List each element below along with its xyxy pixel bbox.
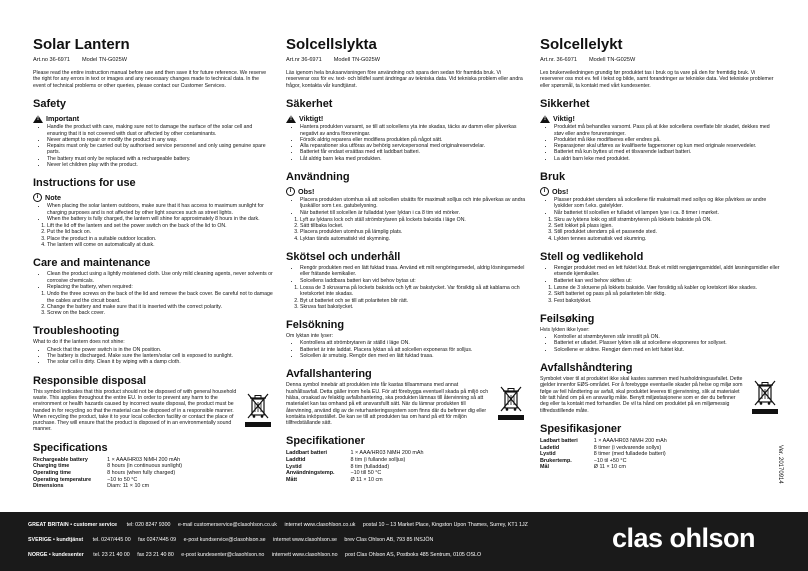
note-item-list	[33, 203, 273, 222]
version-label: Ver. 20170914	[777, 445, 783, 484]
spec-row	[286, 477, 440, 484]
spec-key: Laddbart batteri	[286, 450, 328, 457]
note-label: Obs!	[552, 187, 569, 196]
safety-item: • Batteriet får endast ersättas med ett laddbart batteri.	[300, 149, 526, 155]
spec-key: Lystid	[286, 463, 302, 470]
footer-label: • kundesenter	[48, 552, 84, 558]
spec-row	[286, 470, 440, 477]
usage-step: 1. Lyft av lyktans lock och ställ strömbrytaren på lockets baksida i läge ON.	[300, 217, 526, 223]
safety-item-list	[286, 124, 526, 162]
troubleshooting-item: • Solcellene er skitne. Rengjør dem med en lett fuktet klut.	[554, 347, 780, 353]
spec-key: Operating time	[33, 469, 72, 476]
safety-item: • Handle the product with care, making sure not to damage the surface of the solar cell and ensuring that it is not covered with dust or affected by other contaminants.	[47, 124, 273, 137]
usage-step: 4. Lyktan tänds automatiskt vid skymning.	[300, 236, 526, 242]
disposal-block	[33, 389, 273, 433]
usage-step: 1. Lift the lid off the lantern and set the power switch on the back of the lid to ON.	[47, 223, 273, 229]
usage-step: 4. Lykten tennes automatisk ved skumring.	[554, 236, 780, 242]
care-step: 2. Change the battery and make sure that it is inserted with the correct polarity.	[47, 304, 273, 310]
troubleshooting-item: • The battery is discharged. Make sure the lantern/solar cell is exposed to sunlight.	[47, 353, 273, 359]
spec-key: Användningstemp.	[286, 470, 335, 477]
section-heading-safety: Säkerhet	[286, 98, 333, 111]
care-step: 1. Løsne de 3 skruene på lokkets bakside. Vær forsiktig så kabler og kretskort ikke skades.	[554, 285, 780, 291]
spec-row	[33, 477, 198, 484]
spec-key: Ladetid	[540, 444, 560, 451]
spec-value: 8 timer (med fulladede batteri)	[593, 451, 666, 458]
troubleshooting-item: • Kontrollera att strömbrytaren är ställd i läge ON.	[300, 340, 526, 346]
footer-post: post Clas Ohlson AS, Postboks 485 Sentrum, 0105 OSLO	[345, 552, 482, 558]
care-item-list	[540, 265, 780, 284]
footer-tel: tel. 23 21 40 00	[93, 552, 130, 558]
specifications-table	[33, 457, 198, 490]
section-heading-instructions: Instructions for use	[33, 177, 136, 190]
troubleshooting-item: • The solar cell is dirty. Clean it by wiping with a damp cloth.	[47, 359, 273, 365]
crossed-bin-icon	[246, 393, 270, 419]
section-heading-troubleshooting: Felsökning	[286, 319, 345, 332]
troubleshooting-item-list	[33, 347, 273, 366]
usage-step: 2. Sett lokket på plass igjen.	[554, 223, 780, 229]
section-heading-instructions: Användning	[286, 171, 350, 183]
usage-step: 3. Still produktet utendørs på et passende sted.	[554, 229, 780, 235]
safety-item-list	[33, 124, 273, 168]
info-icon: i	[33, 193, 42, 202]
spec-row	[540, 445, 683, 452]
important-heading	[33, 114, 273, 123]
note-heading	[286, 187, 526, 196]
spec-row	[540, 464, 683, 471]
footer-post: brev Clas Ohlson AB, 793 85 INSJÖN	[344, 537, 434, 543]
spec-key: Dimensions	[33, 483, 64, 490]
page-title: Solar Lantern	[33, 36, 130, 53]
care-step: 3. Fest bakstykket.	[554, 298, 780, 304]
intro-text: Les brukerveiledningen grundig før produktet tas i bruk og ta vare på den for fremtidig bruk. Vi reserverer oss mot ev. feil i tekst og bilde, samt forandringer av tekniske data. Ved tekniske problemer eller spørsmål, ta kontakt med vårt kundesenter.	[540, 70, 774, 89]
note-item: • When placing the solar lantern outdoors, make sure that it has access to maximum sunlight for charging purposes and is not affected by other light sources such as street lights.	[47, 203, 273, 216]
usage-step: 3. Placera produkten utomhus på lämplig plats.	[300, 229, 526, 235]
section-heading-specifications: Spesifikasjoner	[540, 423, 622, 436]
troubleshooting-intro: Om lyktan inte lyser:	[286, 333, 333, 340]
warning-icon	[286, 115, 296, 123]
spec-value: Diam: 11 × 10 cm	[107, 483, 150, 490]
care-item: • Batteriet kan ved behov skiftes ut:	[554, 278, 780, 284]
care-step: 3. Screw on the back cover.	[47, 310, 273, 316]
section-heading-specifications: Specifications	[33, 441, 108, 454]
weee-symbol	[750, 376, 780, 414]
care-item: • Clean the product using a lightly moistened cloth. Use only mild cleaning agents, never solvents or corrosive chemicals.	[47, 271, 273, 284]
section-heading-disposal: Avfallshantering	[286, 368, 372, 381]
section-heading-troubleshooting: Feilsøking	[540, 312, 595, 325]
care-step-list	[540, 285, 780, 304]
warning-icon	[540, 115, 550, 123]
spec-value: Ø 11 × 10 cm	[350, 476, 383, 483]
footer-country: SVERIGE	[28, 537, 52, 543]
section-heading-safety: Sikkerhet	[540, 98, 590, 111]
troubleshooting-item: • Solcellen är smutsig. Rengör den med en lätt fuktad trasa.	[300, 353, 526, 359]
care-item: • Rengjør produktet med en lett fuktet klut. Bruk et mildt rengjøringsmiddel, aldri løsningsmidler eller etsende kjemikalier.	[554, 265, 780, 278]
footer	[0, 512, 808, 571]
spec-row	[33, 470, 198, 477]
troubleshooting-item: • Batteriet er utladet. Plasser lykten slik at solcellene eksponeres for sollyset.	[554, 340, 780, 346]
page-title: Solcellelykt	[540, 36, 623, 53]
safety-item: • Never let children play with the product.	[47, 162, 273, 168]
care-step: 3. Skruva fast bakstycket.	[300, 304, 526, 310]
note-item: • Placera produkten utomhus så att solcellen utsätts för maximalt solljus och inte påverkas av andra ljuskällor som t.ex. gatubelysning.	[300, 197, 526, 210]
spec-key: Mål	[540, 464, 549, 471]
spec-row	[33, 483, 198, 490]
spec-key: Lystid	[540, 451, 556, 458]
note-label: Obs!	[298, 187, 315, 196]
important-heading	[286, 114, 526, 123]
spec-key: Rechargeable battery	[33, 456, 88, 463]
note-item: • When the battery is fully charged, the lantern will shine for approximately 8 hours in the dark.	[47, 216, 273, 222]
footer-country: NORGE	[28, 552, 48, 558]
disposal-text: Symbolet viser til at produktet ikke skal kastes sammen med husholdningsavfallet. Dette gjelder innenfor EØS-området. For å forebygge eventuelle skader på helse og miljø som følge av feil håndtering av avfall, skal produktet leveres til gjenvinning, slik at materialet blir tatt hånd om på en ansvarlig måte. Benytt miljøstasjonene som er der du befinner deg eller ta kontakt med forhandler. De vil ta hånd om produktet på en miljømessig tilfredsstillende måte.	[540, 376, 743, 414]
care-step: 1. Undo the three screws on the back of the lid and remove the back cover. Be careful not to damage the cables and the circuit board.	[47, 291, 273, 304]
safety-item: • Hantera produkten varsamt, se till att solcellens yta inte skadas, täcks av damm eller påverkas negativt av andra föroreningar.	[300, 124, 526, 137]
safety-item: • Låt aldrig barn leka med produkten.	[300, 156, 526, 162]
safety-item: • Produktet må ikke modifiseres eller endres på.	[554, 137, 780, 143]
usage-step: 3. Place the product in a suitable outdoor location.	[47, 236, 273, 242]
spec-key: Charging time	[33, 463, 70, 470]
section-heading-instructions: Bruk	[540, 171, 566, 183]
troubleshooting-item-list	[286, 340, 526, 359]
weee-bar	[752, 409, 778, 414]
usage-step: 2. Put the lid back on.	[47, 229, 273, 235]
spec-row	[286, 464, 440, 471]
safety-item: • Never attempt to repair or modify the product in any way.	[47, 137, 273, 143]
spec-value: Ø 11 × 10 cm	[593, 464, 626, 471]
safety-item: • Batteriet må kun byttes ut med et tilsvarende ladbart batteri.	[554, 149, 780, 155]
spec-value: 8 hours (when fully charged)	[107, 469, 176, 476]
warning-icon	[33, 115, 43, 123]
footer-web[interactable]: internett www.clasohlson.no	[271, 552, 338, 558]
care-step: 1. Lossa de 3 skruvarna på lockets baksida och lyft av bakstycket. Var försiktig så att kablarna och kretskortet inte skadas.	[300, 285, 526, 298]
model-number: Model TN-G025W	[82, 57, 127, 63]
safety-item: • Produktet må behandles varsomt. Pass på at ikke solcellens overflate blir skadet, dekkes med støv eller andre forurensninger.	[554, 124, 780, 137]
specifications-table	[286, 450, 440, 483]
page-title: Solcellslykta	[286, 36, 377, 53]
safety-item-list	[540, 124, 780, 162]
disposal-block	[286, 382, 526, 426]
care-item-list	[33, 271, 273, 290]
footer-row-se	[28, 537, 439, 544]
safety-item: • Reparasjoner skal utføres av kvalifiserte fagpersoner og kun med originale reservedeler.	[554, 143, 780, 149]
spec-key: Ladbart batteri	[540, 438, 578, 445]
troubleshooting-item: • Check that the power switch is in the ON position.	[47, 347, 273, 353]
safety-item: • Försök aldrig reparera eller modifiera produkten på något sätt.	[300, 137, 526, 143]
note-heading	[33, 193, 273, 202]
spec-value: 8 hours (in continuous sunlight)	[107, 463, 183, 470]
spec-row	[540, 438, 683, 445]
troubleshooting-item-list	[540, 334, 780, 353]
section-heading-care: Care and maintenance	[33, 257, 151, 270]
section-heading-disposal: Avfallshåndtering	[540, 362, 633, 375]
usage-step: 2. Sätt tillbaka locket.	[300, 223, 526, 229]
disposal-text: This symbol indicates that this product should not be disposed of with general household waste. This applies throughout the entire EU. In order to prevent any harm to the environment or health hazards caused by incorrect waste disposal, the product must be handed in for recycling so that the material can be disposed of in a responsible manner. When recycling the product, take it to your local collection facility or contact the place of purchase. They will ensure that the product is disposed of in an environmentally sound manner.	[33, 388, 237, 433]
usage-step: 1. Skru av lyktens lokk og still strømbryteren på lokkets bakside på ON.	[554, 217, 780, 223]
article-info	[286, 57, 526, 64]
section-heading-safety: Safety	[33, 98, 67, 111]
spec-value: 1 × AAA/HR03 NiMH 200 mAh	[593, 438, 667, 445]
footer-country: GREAT BRITAIN	[28, 522, 69, 528]
specifications-table	[540, 438, 683, 471]
crossed-bin-icon	[499, 386, 523, 412]
info-icon: i	[286, 187, 295, 196]
important-label: Important	[46, 114, 80, 124]
spec-key: Operating temperature	[33, 476, 92, 483]
footer-email[interactable]: e-post kundservice@clasohlson.se	[183, 537, 266, 543]
spec-row	[286, 457, 440, 464]
note-item: • Plasser produktet utendørs så solcellene får maksimalt med sollys og ikke påvirkes av andre lyskilder som f.eks. gatelykter.	[554, 197, 780, 210]
intro-text: Please read the entire instruction manual before use and then save it for future reference. We reserve the right for any errors in text or images and any necessary changes made to technical data. In the event of technical problems or other queries, please contact our Customer Services.	[33, 70, 267, 89]
brand-logo: clas ohlson	[612, 523, 756, 553]
footer-row-no	[28, 552, 487, 559]
footer-label: • customer service	[70, 522, 118, 528]
usage-step-list	[286, 217, 526, 242]
usage-step: 4. The lantern will come on automatically at dusk.	[47, 242, 273, 248]
weee-bar	[498, 415, 524, 420]
care-step-list	[33, 291, 273, 316]
section-heading-disposal: Responsible disposal	[33, 374, 147, 387]
spec-value: 8 tim (fulladdad)	[350, 463, 390, 470]
troubleshooting-item: • Kontroller at strømbryteren står innstilt på ON.	[554, 334, 780, 340]
footer-tel: tel. 0247/445 00	[92, 537, 131, 543]
troubleshooting-intro: What to do if the lantern does not shine:	[33, 339, 125, 346]
note-item-list	[286, 197, 526, 216]
footer-fax: fax 0247/445 09	[138, 537, 177, 543]
note-item: • När batteriet till solcellen är fulladdat lyser lyktan i ca 8 tim vid mörker.	[300, 210, 526, 216]
spec-key: Laddtid	[286, 457, 306, 464]
intro-text: Läs igenom hela bruksanvisningen före användning och spara den sedan för framtida bruk. Vi reserverar oss för ev. text- och bildfel samt ändringar av tekniska data. Vid tekniska problem eller andra frågor, kontakta vår kundtjänst.	[286, 70, 523, 89]
footer-post: postal 10 – 13 Market Place, Kingston Upon Thames, Surrey, KT1 1JZ	[362, 522, 528, 528]
article-number: Art.nr 36-6971	[286, 57, 322, 63]
info-icon: i	[540, 187, 549, 196]
care-item: • Rengör produkten med en lätt fuktad trasa. Använd ett milt rengöringsmedel, aldrig lösningsmedel eller frätande kemikalier.	[300, 265, 526, 278]
spec-row	[540, 451, 683, 458]
footer-email[interactable]: e-post kundesenter@clasohlson.no	[181, 552, 265, 558]
model-number: Modell TN-G025W	[589, 57, 636, 63]
safety-item: • The battery must only be replaced with a rechargeable battery.	[47, 156, 273, 162]
note-item-list	[540, 197, 780, 216]
section-heading-care: Skötsel och underhåll	[286, 251, 401, 264]
weee-symbol	[243, 389, 273, 433]
spec-value: −10 til +50 °C	[593, 457, 627, 464]
model-number: Modell TN-G025W	[333, 57, 380, 63]
important-heading	[540, 114, 780, 123]
important-label: Viktigt!	[299, 114, 324, 124]
spec-row	[33, 457, 198, 464]
spec-row	[33, 463, 198, 470]
footer-tel: tel: 020 8247 9300	[126, 522, 171, 528]
usage-step-list	[540, 217, 780, 242]
spec-value: 1 × AAA/HR03 NiMH 200 mAh	[107, 456, 181, 463]
spec-value: 1 × AAA/HR03 NiMH 200 mAh	[350, 450, 424, 457]
disposal-text: Denna symbol innebär att produkten inte får kastas tillsammans med annat hushållsavfall. Detta gäller inom hela EU. För att förebygga eventuell skada på miljö och hälsa, orsakad av felaktig avfallshantering, ska produkten lämnas till återvinning så att materialet kan tas omhand på ett ansvarsfullt sätt. När du lämnar produkten till återvinning, använd dig av de returhanteringssystem som finns där du befinner dig eller kontakta inköpsstället. De kan se till att produkten tas om hand på ett för miljön tillfredställande sätt.	[286, 382, 489, 427]
article-number: Art.no 36-6971	[33, 57, 71, 63]
care-item: • Solcellens laddbara batteri kan vid behov bytas ut:	[300, 278, 526, 284]
note-label: Note	[45, 193, 61, 203]
footer-email[interactable]: e-mail customerservice@clasohlson.co.uk	[177, 522, 277, 528]
section-heading-care: Stell og vedlikehold	[540, 251, 644, 264]
article-info	[33, 57, 273, 64]
spec-key: Brukertemp.	[540, 457, 572, 464]
note-heading	[540, 187, 780, 196]
care-step: 2. Byt ut batteriet och se till att polariteten blir rätt.	[300, 298, 526, 304]
footer-web[interactable]: internet www.clasohlson.se	[273, 537, 337, 543]
care-step-list	[286, 285, 526, 310]
troubleshooting-intro: Hvis lykten ikke lyser:	[540, 326, 590, 333]
spec-key: Mått	[286, 476, 298, 483]
troubleshooting-item: • Batteriet är inte laddat. Placera lyktan så att solcellen exponeras för solljus.	[300, 347, 526, 353]
footer-label: • kundtjänst	[53, 537, 84, 543]
spec-row	[286, 450, 440, 457]
care-item-list	[286, 265, 526, 284]
section-heading-troubleshooting: Troubleshooting	[33, 325, 120, 338]
usage-step-list	[33, 223, 273, 248]
footer-row-gb	[28, 522, 534, 529]
disposal-block	[540, 376, 780, 414]
footer-web[interactable]: internet www.clasohlson.co.uk	[284, 522, 356, 528]
safety-item: • La aldri barn leke med produktet.	[554, 156, 780, 162]
important-label: Viktig!	[553, 114, 575, 124]
weee-symbol	[496, 382, 526, 426]
care-step: 2. Skift batteriet og pass på så polariteten blir riktig.	[554, 291, 780, 297]
column-english	[33, 36, 273, 490]
article-info	[540, 57, 780, 64]
weee-bar	[245, 422, 271, 427]
section-heading-specifications: Specifikationer	[286, 435, 365, 448]
safety-item: • Repairs must only be carried out by authorised service personnel and only using genuine spare parts.	[47, 143, 273, 156]
care-item: • Replacing the battery, when required:	[47, 284, 273, 290]
article-number: Art.nr. 36-6971	[540, 57, 578, 63]
spec-value: 8 tim (i fullande solljus)	[350, 457, 406, 464]
column-swedish	[286, 36, 526, 483]
note-item: • Når batteriet til solcellen er fulladet vil lampen lyse i ca. 8 timer i mørket.	[554, 210, 780, 216]
crossed-bin-icon	[753, 380, 777, 406]
safety-item: • Alla reparationer ska utföras av behörig servicepersonal med originalreservdelar.	[300, 143, 526, 149]
spec-row	[540, 458, 683, 465]
spec-value: 8 timer (i vedvarende sollys)	[593, 444, 662, 451]
column-norwegian	[540, 36, 780, 471]
footer-fax: fax 23 21 40 80	[137, 552, 174, 558]
spec-value: −10 till 50 °C	[350, 470, 382, 477]
spec-value: −10 to 50 °C	[107, 476, 138, 483]
